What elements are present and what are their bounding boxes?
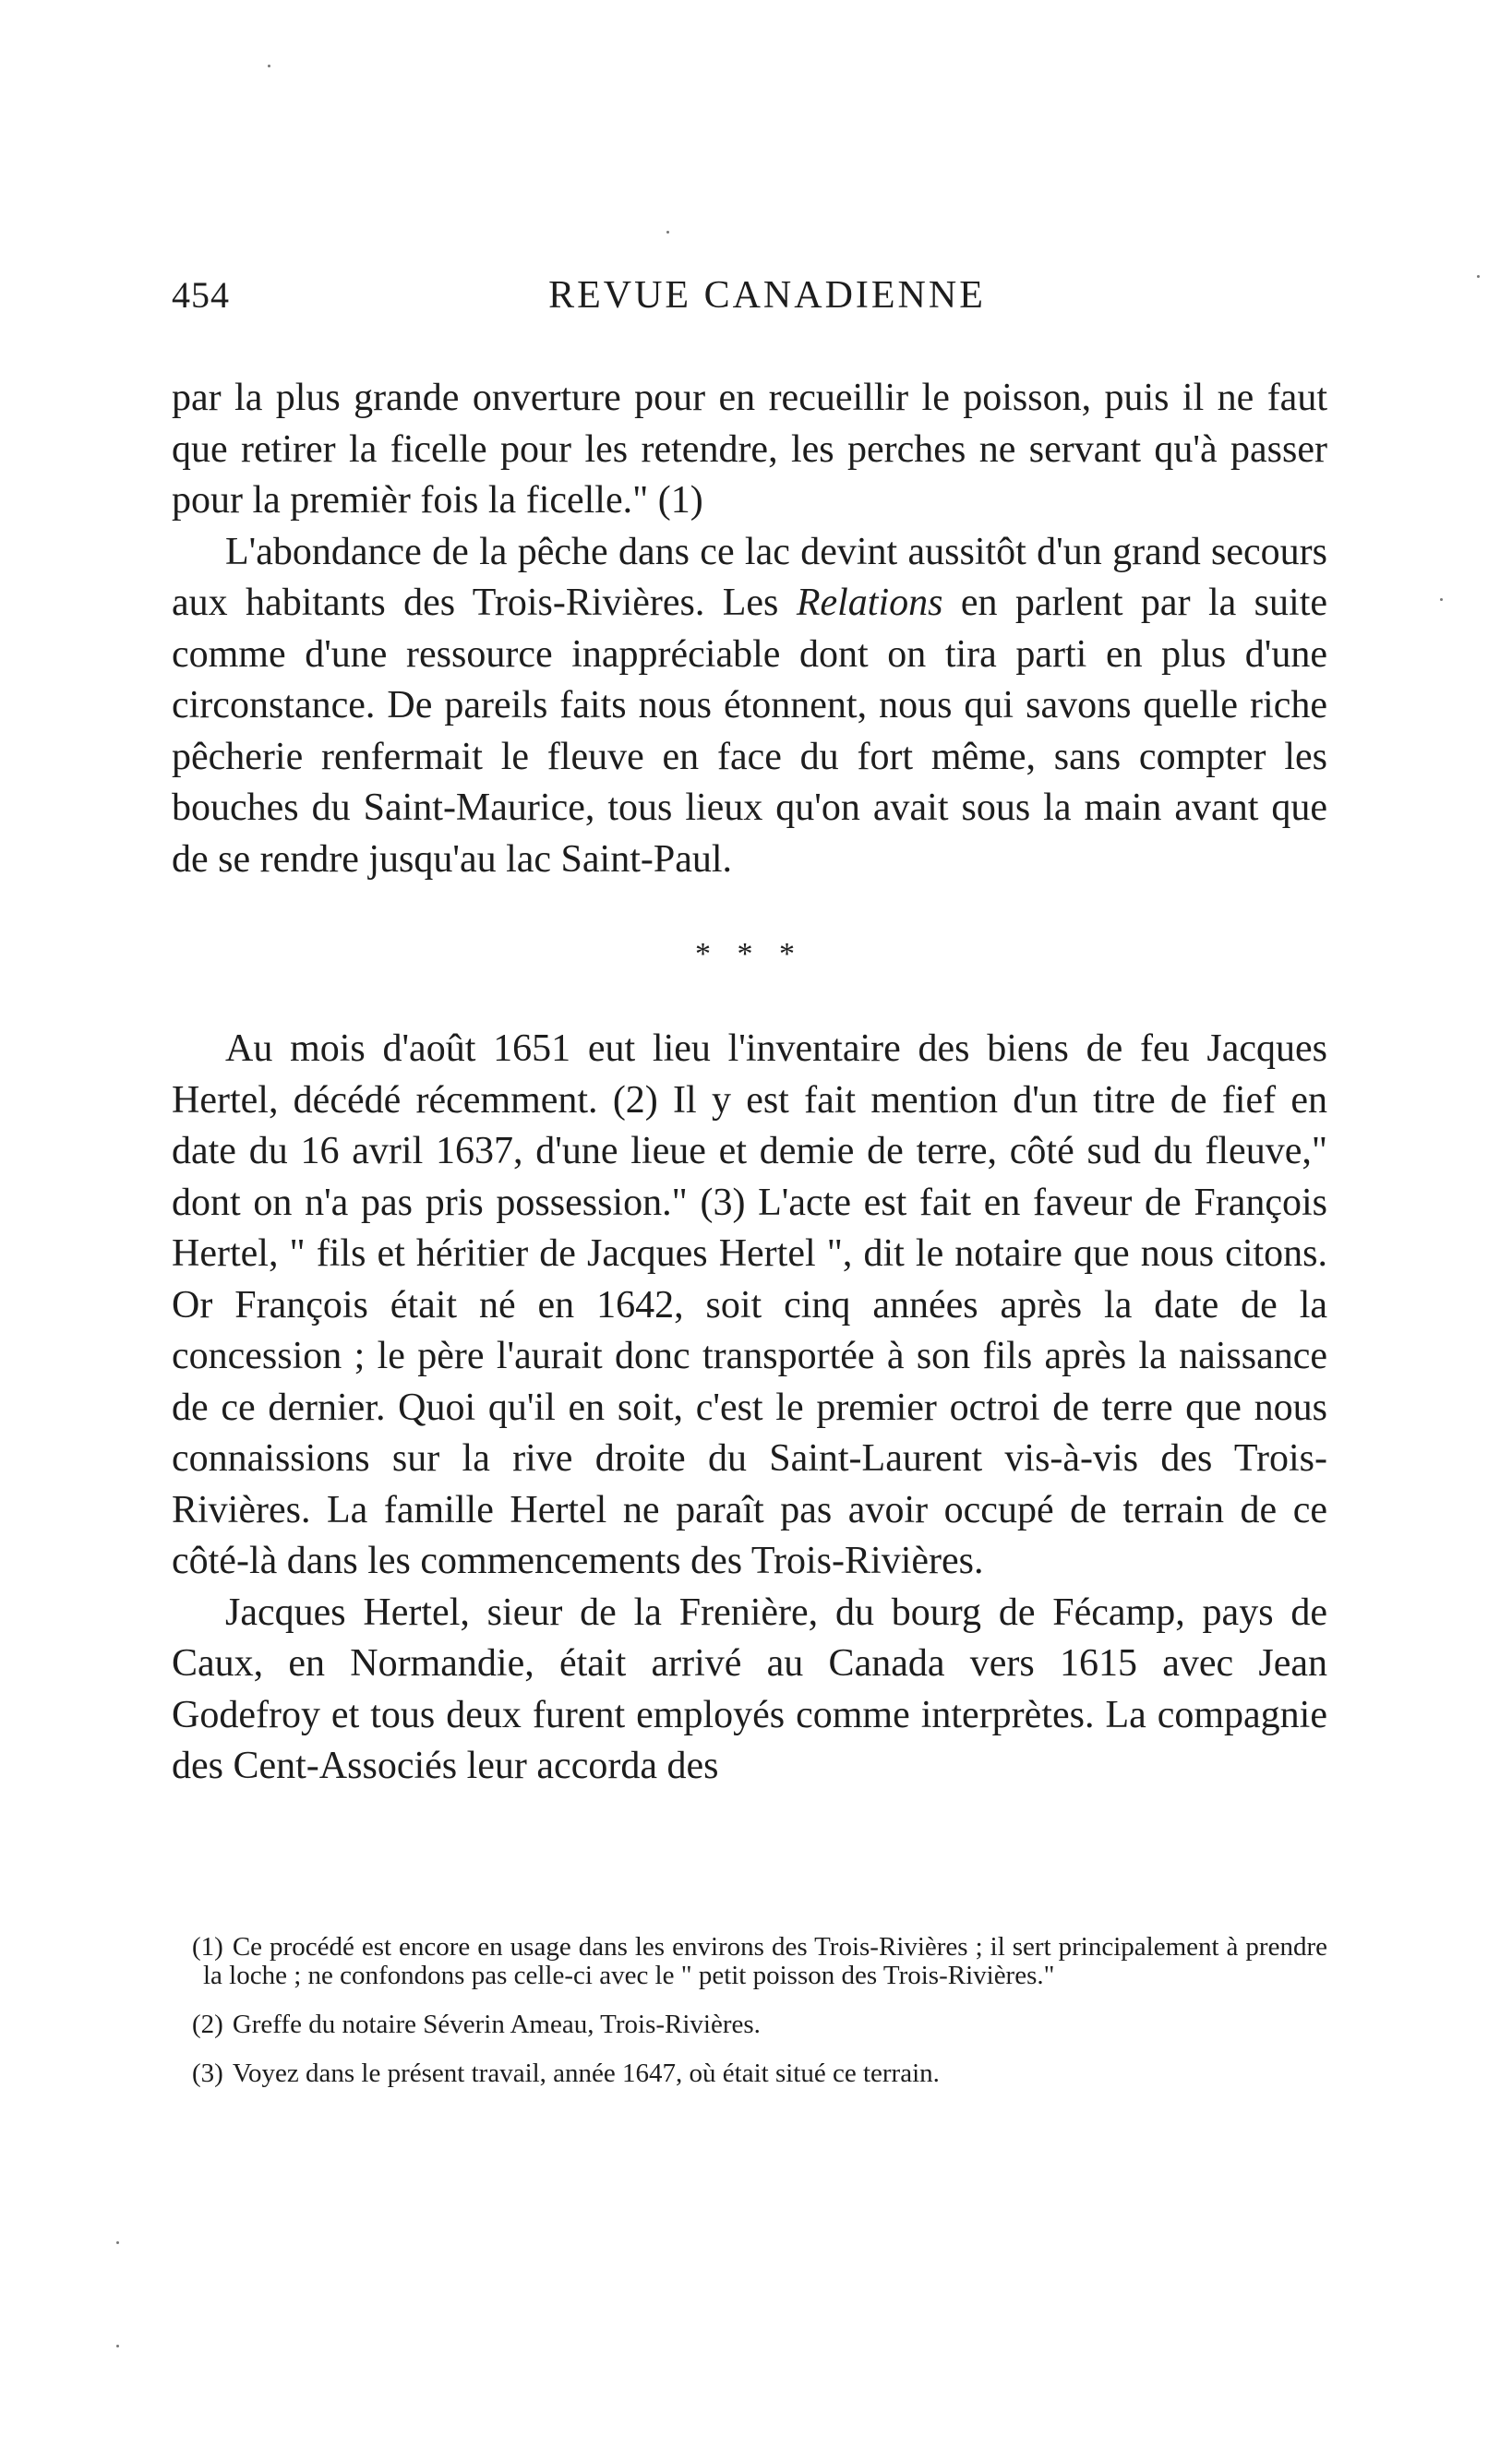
footnote-3 (172, 2059, 1327, 2088)
footnote-1 (172, 1933, 1327, 1990)
scan-speck (116, 2345, 119, 2347)
footnote-ref-3: (3) (700, 1181, 746, 1224)
footnote-3-number: (3) (192, 2059, 223, 2088)
paragraph-3-text-a: Au mois d'août 1651 eut lieu l'inventaire des biens de feu Jacques Hertel, décédé récemment. (172, 1027, 1327, 1122)
scan-speck (1440, 598, 1443, 601)
page-header (172, 273, 1335, 329)
footnote-2-number: (2) (192, 2010, 223, 2039)
footnote-ref-1: (1) (657, 479, 703, 522)
italic-title-relations: Relations (796, 582, 943, 624)
main-text (172, 373, 1327, 1793)
footnote-ref-2: (2) (612, 1078, 658, 1122)
paragraph-2 (172, 527, 1327, 886)
footnote-1-text: Ce procédé est encore en usage dans les environs des Trois-Rivières ; il sert principalement à prendre la loche ; ne confondons pas celle-ci avec le " petit poisson des Trois-Rivières." (203, 1932, 1327, 1990)
scan-speck (666, 231, 669, 234)
paragraph-3-text-b: Il y est fait mention d'un titre de fief en date du 16 avril 1637, d'une lieue et demie de terre, côté sud du fleuve," dont on n'a pas pris possession." (172, 1078, 1327, 1224)
paragraph-4 (172, 1588, 1327, 1793)
footnote-1-number: (1) (192, 1932, 223, 1962)
footnote-2-text: Greffe du notaire Séverin Ameau, Trois-Rivières. (232, 2010, 761, 2039)
footnotes (172, 1933, 1327, 2108)
footnote-3-text: Voyez dans le présent travail, année 1647, où était situé ce terrain. (232, 2059, 940, 2088)
paragraph-3-text-c: L'acte est fait en faveur de François Hertel, " fils et héritier de Jacques Hertel ", dit le notaire que nous citons. Or François était né en 1642, soit cinq années après la date de la concession ; le père l'aurait donc transportée à son fils après la naissance de ce dernier. Quoi qu'il en soit, c'est le premier octroi de terre que nous connaissions sur la rive droite du Saint-Laurent vis-à-vis des Trois-Rivières. La famille Hertel ne paraît pas avoir occupé de terrain de ce côté-là dans les commencements des Trois-Rivières. (172, 1181, 1328, 1582)
paragraph-2-text-b: en parlent par la suite comme d'une ressource inappréciable dont on tira parti en plus d'une circonstance. De pareils faits nous étonnent, nous qui savons quelle riche pêcherie renfermait le fleuve en face du fort même, sans compter les bouches du Saint-Maurice, tous lieux qu'on avait sous la main avant que de se rendre jusqu'au lac Saint-Paul. (172, 582, 1328, 881)
running-title: REVUE CANADIENNE (548, 274, 986, 317)
section-break-asterism: * * * (695, 937, 804, 971)
scan-speck (1477, 275, 1480, 278)
paragraph-3 (172, 1024, 1327, 1588)
scan-speck (116, 2241, 119, 2244)
paragraph-1-text: par la plus grande onverture pour en recueillir le poisson, puis il ne faut que retirer la ficelle pour les retendre, les perches ne servant qu'à passer pour la premièr fois la ficelle." (172, 377, 1327, 522)
paragraph-4-text: Jacques Hertel, sieur de la Frenière, du bourg de Fécamp, pays de Caux, en Normandie, était arrivé au Canada vers 1615 avec Jean Godefroy et tous deux furent employés comme interprètes. La compagnie des Cent-Associés leur accorda des (172, 1591, 1327, 1787)
paragraph-1 (172, 373, 1327, 527)
scan-speck (268, 65, 270, 67)
page-number: 454 (172, 274, 230, 316)
paragraph-2-text-a: L'abondance de la pêche dans ce lac devint aussitôt d'un grand secours aux habitants des Trois-Rivières. Les (172, 530, 1327, 624)
footnote-2 (172, 2011, 1327, 2039)
